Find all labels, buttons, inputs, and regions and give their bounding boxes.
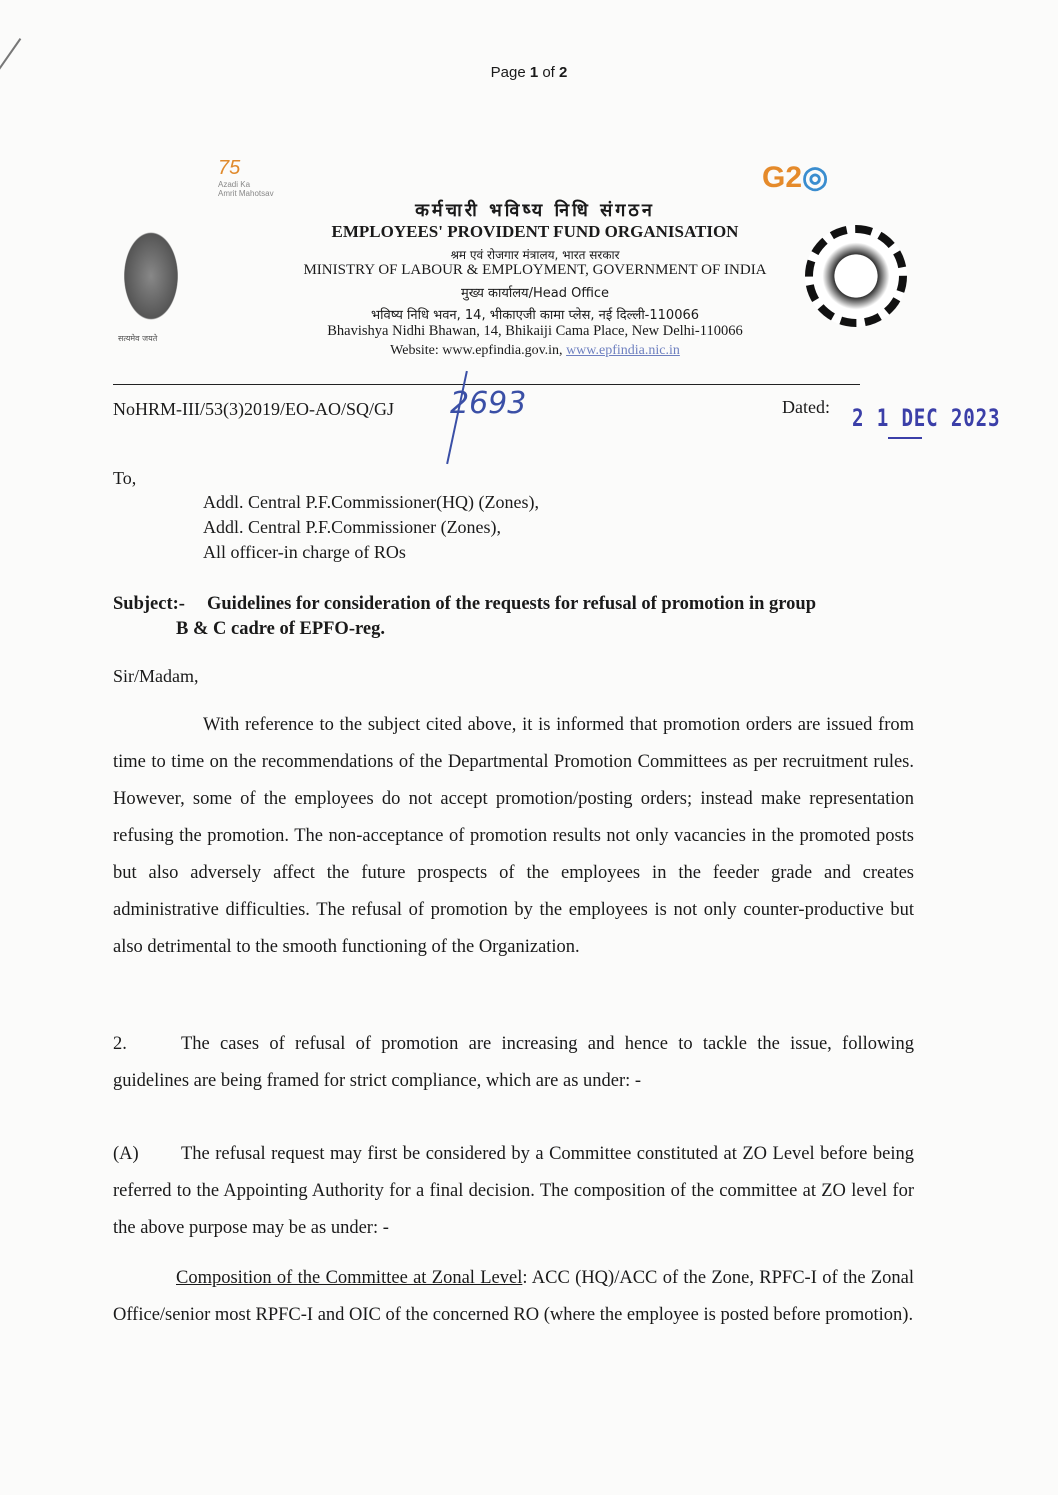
date-stamp-underline — [888, 437, 922, 439]
g20-logo: G2◎ — [762, 161, 829, 194]
website-link[interactable]: www.epfindia.nic.in — [566, 343, 680, 358]
subject — [113, 592, 933, 642]
page-prefix: Page — [490, 64, 530, 81]
azadi-ka-amrit-mahotsav-logo: 75 Azadi Ka Amrit Mahotsav — [218, 157, 274, 198]
org-name-hindi: कर्मचारी भविष्य निधि संगठन — [415, 200, 655, 221]
recipient: Addl. Central P.F.Commissioner (Zones), — [203, 517, 502, 537]
page-indicator — [0, 64, 1058, 81]
paragraph-number: (A) — [113, 1144, 139, 1164]
subject-label: Subject:- — [113, 594, 185, 614]
composition-text: : ACC (HQ)/ACC of the Zone, RPFC-I of the Zonal Office/senior most RPFC-I and OIC of the concerned RO (where the employee is posted before promotion). — [113, 1268, 914, 1325]
emblem-caption: सत्यमेव जयते — [118, 334, 158, 343]
subject-line1: Guidelines for consideration of the requests for refusal of promotion in group — [207, 594, 816, 614]
reference-number: NoHRM-III/53(3)2019/EO-AO/SQ/GJ — [113, 399, 394, 419]
head-office-label: मुख्य कार्यालय/Head Office — [460, 286, 610, 301]
website-label: Website: www.epfindia.gov.in, — [390, 343, 567, 358]
paragraph-1: With reference to the subject cited above, it is informed that promotion orders are issued from time to time on the recommendations of the Departmental Promotion Committees as per recruitment rules. However, some of the employees do not accept promotion/posting orders; instead make representation refusing the promotion. The non-acceptance of promotion results not only vacancies in the promoted posts but also adversely affect the future prospects of the employees in the feeder grade and creates administrative difficulties. The refusal of promotion by the employees is not only counter-productive but also detrimental to the smooth functioning of the Organization. — [113, 715, 914, 957]
recipient: Addl. Central P.F.Commissioner(HQ) (Zones), — [203, 492, 540, 512]
committee-composition — [113, 1260, 914, 1334]
paragraph-number: 2. — [113, 1034, 127, 1054]
page-sep: of — [538, 64, 560, 81]
website-line — [230, 343, 840, 359]
ministry-hindi: श्रम एवं रोजगार मंत्रालय, भारत सरकार — [450, 248, 620, 262]
paragraph-text: The cases of refusal of promotion are increasing and hence to tackle the issue, following guidelines are being framed for strict compliance, which are as under: - — [113, 1034, 914, 1091]
paragraph-2 — [113, 1026, 914, 1100]
salutation: Sir/Madam, — [113, 666, 199, 686]
paragraph-text: The refusal request may first be considered by a Committee constituted at ZO Level before being referred to the Appointing Authority for a final decision. The composition of the committee at ZO level for the above purpose may be as under: - — [113, 1144, 914, 1238]
recipient: All officer-in charge of ROs — [203, 542, 406, 562]
org-name-english: EMPLOYEES' PROVIDENT FUND ORGANISATION — [331, 222, 739, 241]
subject-line2: B & C cadre of EPFO-reg. — [176, 619, 385, 639]
ministry-english: MINISTRY OF LABOUR & EMPLOYMENT, GOVERNMENT OF INDIA — [303, 262, 767, 278]
page-total: 2 — [559, 64, 568, 81]
date-stamp: 2 1 DEC 2023 — [852, 404, 1001, 432]
handwritten-number: 2693 — [450, 386, 527, 421]
address-hindi: भविष्य निधि भवन, 14, भीकाएजी कामा प्लेस, नई दिल्ली-110066 — [370, 308, 700, 323]
dated-label: Dated: — [782, 397, 830, 417]
page-current: 1 — [529, 64, 539, 81]
paragraph-a — [113, 1136, 914, 1247]
header-divider — [113, 384, 860, 385]
address-english: Bhavishya Nidhi Bhawan, 14, Bhikaiji Cama Place, New Delhi-110066 — [327, 323, 743, 339]
to-label: To, — [113, 468, 137, 488]
national-emblem-icon — [120, 226, 182, 326]
composition-heading: Composition of the Committee at Zonal Level — [176, 1268, 523, 1288]
